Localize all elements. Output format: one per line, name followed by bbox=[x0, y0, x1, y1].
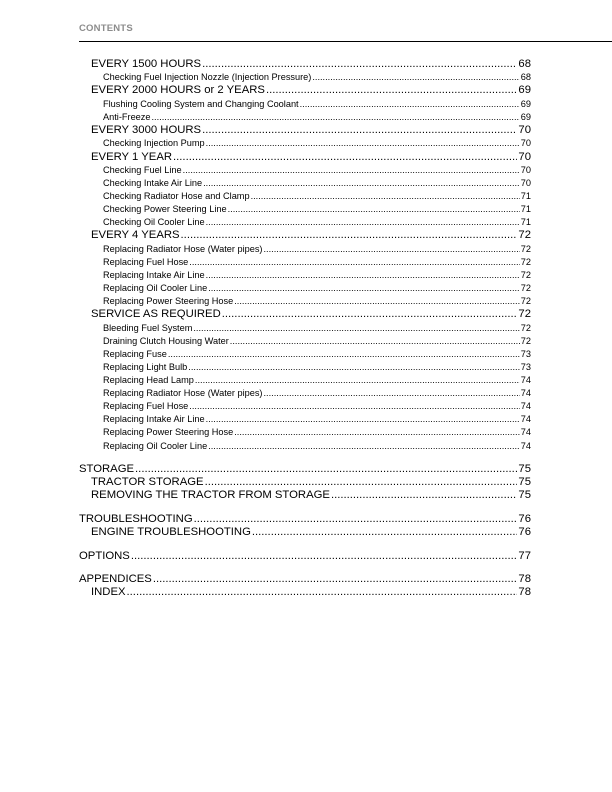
toc-subsection-entry[interactable] bbox=[79, 374, 531, 387]
toc-entry-title: Checking Power Steering Line bbox=[103, 204, 227, 215]
toc-subsection-entry[interactable] bbox=[79, 400, 531, 413]
toc-dot-leader bbox=[206, 137, 520, 150]
toc-dot-leader bbox=[131, 550, 518, 563]
toc-entry-page: 72 bbox=[520, 269, 531, 280]
toc-entry-page: 70 bbox=[520, 138, 531, 149]
toc-entry-page: 76 bbox=[518, 526, 531, 539]
toc-entry-page: 72 bbox=[520, 283, 531, 294]
toc-chapter-entry[interactable] bbox=[79, 513, 531, 526]
toc-dot-leader bbox=[205, 476, 518, 489]
toc-subsection-entry[interactable] bbox=[79, 269, 531, 282]
toc-section-entry[interactable] bbox=[79, 489, 531, 502]
toc-entry-page: 72 bbox=[518, 308, 531, 321]
toc-dot-leader bbox=[189, 256, 519, 269]
toc-entry-page: 72 bbox=[520, 335, 531, 346]
toc-chapter-entry[interactable] bbox=[79, 463, 531, 476]
toc-entry-title: Replacing Fuel Hose bbox=[103, 401, 189, 412]
toc-entry-title: ENGINE TROUBLESHOOTING bbox=[91, 526, 251, 539]
toc-entry-page: 72 bbox=[520, 243, 531, 254]
toc-subsection-entry[interactable] bbox=[79, 203, 531, 216]
toc-section-entry[interactable] bbox=[79, 476, 531, 489]
toc-entry-page: 71 bbox=[520, 217, 531, 228]
toc-dot-leader bbox=[168, 348, 520, 361]
toc-dot-leader bbox=[208, 282, 520, 295]
toc-dot-leader bbox=[173, 151, 517, 164]
toc-section-entry[interactable] bbox=[79, 151, 531, 164]
toc-entry-page: 71 bbox=[520, 204, 531, 215]
toc-dot-leader bbox=[228, 203, 520, 216]
toc-dot-leader bbox=[264, 387, 520, 400]
toc-entry-page: 74 bbox=[520, 427, 531, 438]
toc-entry-page: 77 bbox=[518, 549, 531, 562]
toc-subsection-entry[interactable] bbox=[79, 98, 531, 111]
toc-entry-title: STORAGE bbox=[79, 462, 135, 475]
toc-entry-page: 69 bbox=[518, 84, 531, 97]
toc-entry-title: Replacing Radiator Hose (Water pipes) bbox=[103, 243, 263, 254]
toc-entry-title: EVERY 1500 HOURS bbox=[91, 58, 202, 70]
toc-entry-page: 74 bbox=[520, 388, 531, 399]
toc-subsection-entry[interactable] bbox=[79, 361, 531, 374]
toc-dot-leader bbox=[264, 243, 520, 256]
toc-dot-leader bbox=[252, 526, 518, 539]
toc-dot-leader bbox=[181, 229, 518, 242]
toc-subsection-entry[interactable] bbox=[79, 387, 531, 400]
toc-entry-title: Replacing Oil Cooler Line bbox=[103, 440, 208, 451]
toc-subsection-entry[interactable] bbox=[79, 440, 531, 453]
toc-entry-page: 73 bbox=[520, 361, 531, 372]
toc-section-entry[interactable] bbox=[79, 124, 531, 137]
toc-entry-title: INDEX bbox=[91, 586, 126, 599]
header-rule bbox=[79, 41, 612, 42]
toc-entry-title: EVERY 2000 HOURS or 2 YEARS bbox=[91, 84, 265, 97]
toc-section-entry[interactable] bbox=[79, 84, 531, 97]
toc-dot-leader bbox=[189, 400, 519, 413]
toc-dot-leader bbox=[206, 269, 520, 282]
toc-entry-page: 72 bbox=[520, 322, 531, 333]
toc-entry-title: Replacing Intake Air Line bbox=[103, 269, 205, 280]
toc-subsection-entry[interactable] bbox=[79, 335, 531, 348]
toc-section-entry[interactable] bbox=[79, 526, 531, 539]
toc-entry-title: EVERY 4 YEARS bbox=[91, 229, 180, 242]
table-of-contents bbox=[79, 58, 531, 600]
toc-entry-title: Checking Injection Pump bbox=[103, 138, 205, 149]
toc-entry-page: 76 bbox=[518, 512, 531, 525]
toc-subsection-entry[interactable] bbox=[79, 348, 531, 361]
toc-entry-page: 68 bbox=[518, 58, 531, 70]
toc-subsection-entry[interactable] bbox=[79, 282, 531, 295]
toc-entry-page: 75 bbox=[518, 489, 531, 502]
toc-dot-leader bbox=[202, 58, 517, 71]
toc-entry-title: Replacing Power Steering Hose bbox=[103, 427, 234, 438]
toc-subsection-entry[interactable] bbox=[79, 295, 531, 308]
toc-entry-title: REMOVING THE TRACTOR FROM STORAGE bbox=[91, 489, 330, 502]
toc-entry-title: TROUBLESHOOTING bbox=[79, 512, 193, 525]
toc-entry-title: Bleeding Fuel System bbox=[103, 322, 193, 333]
toc-dot-leader bbox=[193, 322, 519, 335]
toc-dot-leader bbox=[188, 361, 519, 374]
toc-entry-title: Replacing Power Steering Hose bbox=[103, 296, 234, 307]
toc-entry-title: EVERY 3000 HOURS bbox=[91, 124, 202, 137]
toc-dot-leader bbox=[203, 177, 520, 190]
toc-dot-leader bbox=[202, 124, 517, 137]
toc-dot-leader bbox=[234, 426, 520, 439]
toc-chapter-entry[interactable] bbox=[79, 573, 531, 586]
toc-entry-title: Checking Radiator Hose and Clamp bbox=[103, 191, 250, 202]
toc-subsection-entry[interactable] bbox=[79, 256, 531, 269]
toc-dot-leader bbox=[251, 190, 520, 203]
toc-dot-leader bbox=[152, 111, 520, 124]
toc-entry-page: 70 bbox=[518, 124, 531, 137]
toc-dot-leader bbox=[206, 216, 520, 229]
toc-entry-page: 74 bbox=[520, 375, 531, 386]
toc-subsection-entry[interactable] bbox=[79, 111, 531, 124]
toc-dot-leader bbox=[234, 295, 520, 308]
toc-dot-leader bbox=[300, 98, 520, 111]
toc-entry-page: 78 bbox=[518, 586, 531, 599]
toc-dot-leader bbox=[135, 463, 517, 476]
toc-dot-leader bbox=[195, 374, 520, 387]
toc-subsection-entry[interactable] bbox=[79, 177, 531, 190]
toc-entry-title: Anti-Freeze bbox=[103, 111, 151, 122]
toc-subsection-entry[interactable] bbox=[79, 164, 531, 177]
toc-entry-page: 78 bbox=[518, 572, 531, 585]
toc-entry-page: 70 bbox=[520, 164, 531, 175]
toc-dot-leader bbox=[206, 413, 520, 426]
toc-entry-title: Draining Clutch Housing Water bbox=[103, 335, 229, 346]
toc-dot-leader bbox=[194, 513, 518, 526]
toc-entry-page: 70 bbox=[518, 150, 531, 163]
toc-entry-page: 74 bbox=[520, 401, 531, 412]
page-header-title: CONTENTS bbox=[79, 23, 133, 34]
toc-dot-leader bbox=[266, 84, 517, 97]
toc-entry-title: Replacing Fuel Hose bbox=[103, 256, 189, 267]
toc-section-entry[interactable] bbox=[79, 58, 531, 71]
toc-dot-leader bbox=[127, 586, 518, 599]
toc-entry-page: 68 bbox=[520, 72, 531, 83]
toc-entry-page: 74 bbox=[520, 440, 531, 451]
toc-entry-title: Checking Intake Air Line bbox=[103, 178, 203, 189]
toc-entry-title: Replacing Fuse bbox=[103, 348, 167, 359]
toc-entry-page: 70 bbox=[520, 178, 531, 189]
toc-entry-page: 72 bbox=[518, 229, 531, 242]
toc-entry-title: TRACTOR STORAGE bbox=[91, 475, 204, 488]
toc-entry-page: 69 bbox=[520, 111, 531, 122]
toc-section-entry[interactable] bbox=[79, 229, 531, 242]
toc-entry-title: Replacing Head Lamp bbox=[103, 375, 194, 386]
toc-chapter-entry[interactable] bbox=[79, 550, 531, 563]
toc-entry-page: 75 bbox=[518, 462, 531, 475]
toc-subsection-entry[interactable] bbox=[79, 190, 531, 203]
toc-entry-page: 72 bbox=[520, 256, 531, 267]
toc-subsection-entry[interactable] bbox=[79, 216, 531, 229]
toc-entry-title: Replacing Intake Air Line bbox=[103, 414, 205, 425]
toc-entry-title: EVERY 1 YEAR bbox=[91, 150, 173, 163]
toc-entry-title: Checking Fuel Injection Nozzle (Injection Pressure) bbox=[103, 72, 312, 83]
toc-dot-leader bbox=[208, 440, 520, 453]
toc-entry-title: Flushing Cooling System and Changing Coolant bbox=[103, 98, 299, 109]
toc-entry-title: Replacing Light Bulb bbox=[103, 361, 188, 372]
toc-entry-title: OPTIONS bbox=[79, 549, 130, 562]
toc-entry-page: 74 bbox=[520, 414, 531, 425]
toc-entry-title: SERVICE AS REQUIRED bbox=[91, 308, 221, 321]
toc-entry-page: 71 bbox=[520, 191, 531, 202]
toc-subsection-entry[interactable] bbox=[79, 322, 531, 335]
toc-subsection-entry[interactable] bbox=[79, 137, 531, 150]
toc-dot-leader bbox=[331, 489, 517, 502]
toc-dot-leader bbox=[183, 164, 520, 177]
toc-entry-page: 73 bbox=[520, 348, 531, 359]
toc-subsection-entry[interactable] bbox=[79, 71, 531, 84]
toc-entry-page: 75 bbox=[518, 475, 531, 488]
toc-entry-title: APPENDICES bbox=[79, 572, 152, 585]
toc-section-entry[interactable] bbox=[79, 586, 531, 599]
toc-subsection-entry[interactable] bbox=[79, 243, 531, 256]
toc-dot-leader bbox=[312, 71, 519, 84]
toc-subsection-entry[interactable] bbox=[79, 426, 531, 439]
toc-dot-leader bbox=[230, 335, 520, 348]
toc-subsection-entry[interactable] bbox=[79, 413, 531, 426]
toc-entry-title: Replacing Oil Cooler Line bbox=[103, 283, 208, 294]
toc-entry-page: 69 bbox=[520, 98, 531, 109]
toc-section-entry[interactable] bbox=[79, 308, 531, 321]
toc-dot-leader bbox=[222, 308, 518, 321]
toc-entry-title: Checking Fuel Line bbox=[103, 164, 182, 175]
toc-dot-leader bbox=[153, 573, 518, 586]
toc-entry-page: 72 bbox=[520, 296, 531, 307]
toc-entry-title: Checking Oil Cooler Line bbox=[103, 217, 205, 228]
toc-entry-title: Replacing Radiator Hose (Water pipes) bbox=[103, 388, 263, 399]
